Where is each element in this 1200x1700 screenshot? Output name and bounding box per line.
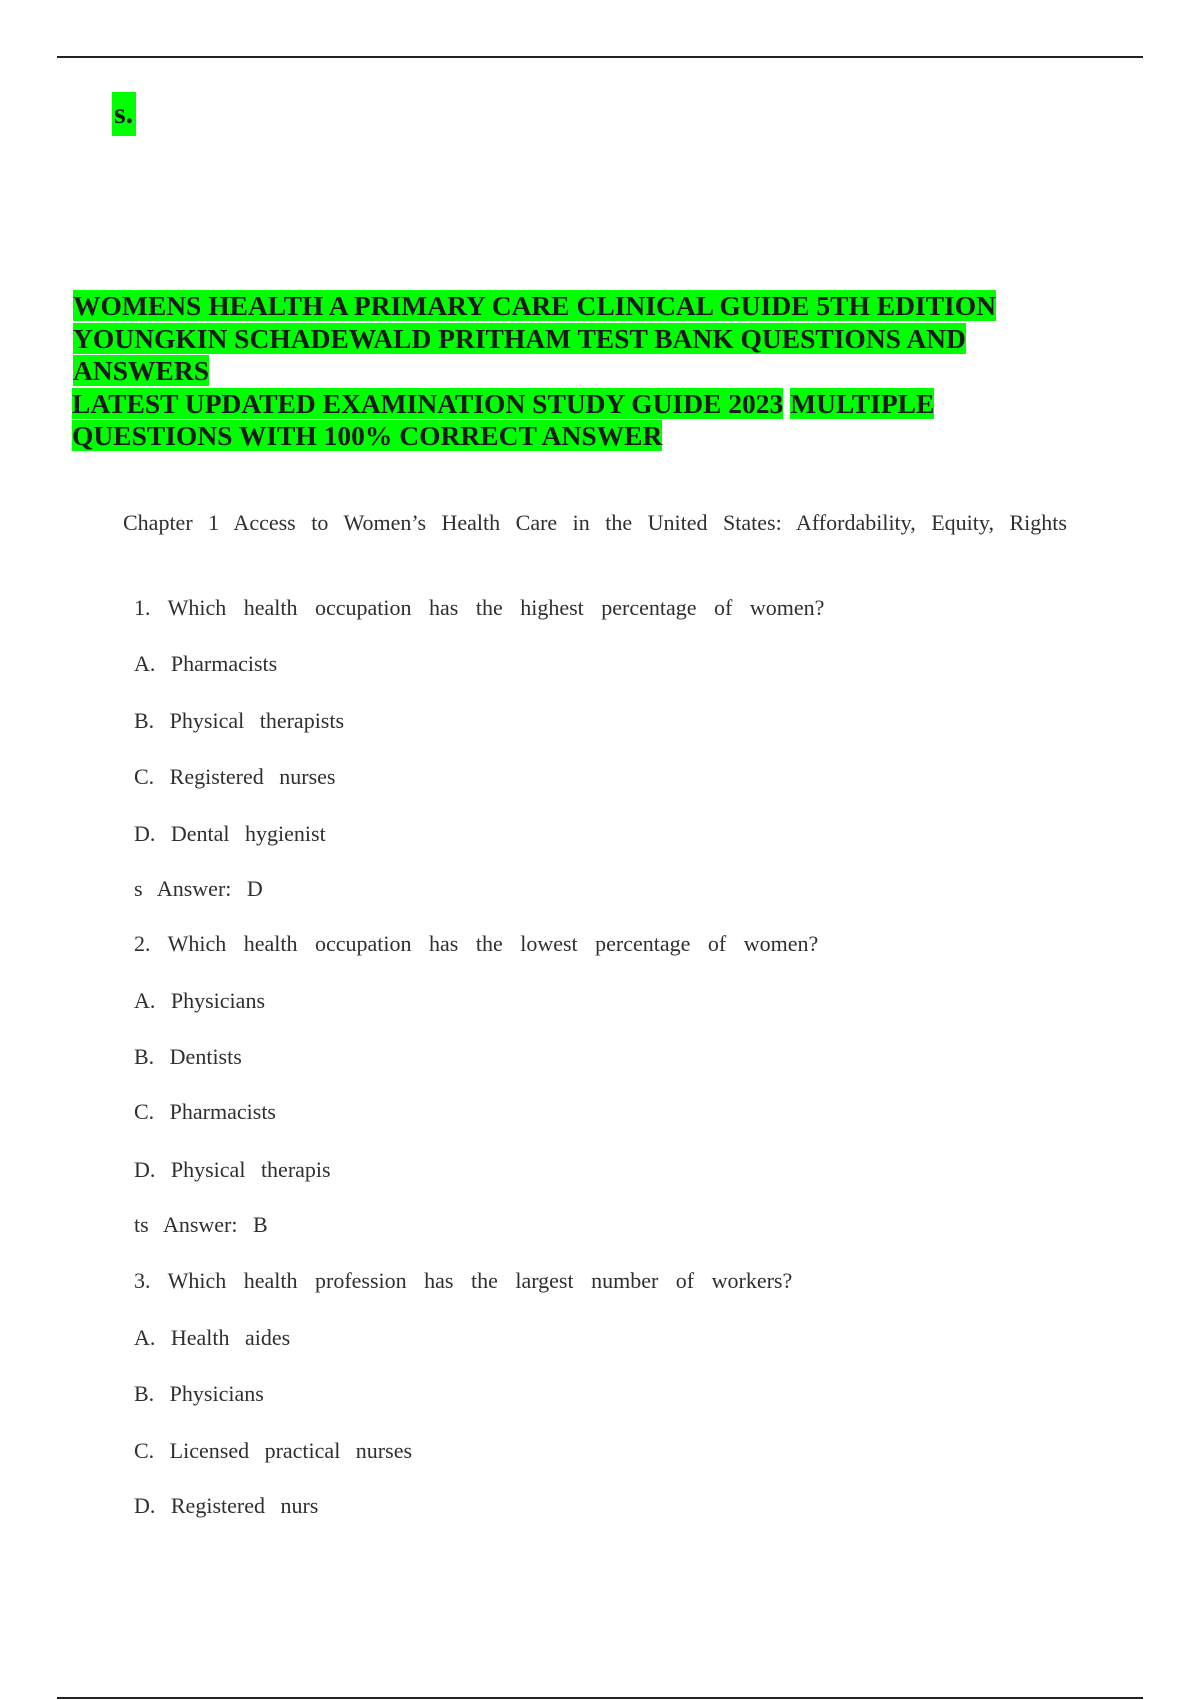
q1-answer: s Answer: D xyxy=(134,876,263,901)
q1-option-a: A. Pharmacists xyxy=(134,651,278,676)
question-2: 2. Which health occupation has the lowest percentage of women? xyxy=(134,931,819,956)
q3-option-d: D. Registered nurs xyxy=(134,1493,319,1518)
corner-mark: s. xyxy=(112,92,136,136)
q3-option-b: B. Physicians xyxy=(134,1381,264,1406)
q2-option-c: C. Pharmacists xyxy=(134,1099,276,1124)
q1-option-d: D. Dental hygienist xyxy=(134,821,326,846)
chapter-heading: Chapter 1 Access to Women’s Health Care in the United States: Affordability, Equity, Rights xyxy=(123,510,1067,535)
question-1: 1. Which health occupation has the highest percentage of women? xyxy=(134,595,825,620)
title-line-2: YOUNGKIN SCHADEWALD PRITHAM TEST BANK QUESTIONS AND xyxy=(73,322,966,354)
q1-option-b: B. Physical therapists xyxy=(134,708,345,733)
title-line-4: LATEST UPDATED EXAMINATION STUDY GUIDE 2023 MULTIPLE xyxy=(72,387,935,419)
q2-answer: ts Answer: B xyxy=(134,1212,268,1237)
title-line-5: QUESTIONS WITH 100% CORRECT ANSWER xyxy=(72,420,663,451)
document-title xyxy=(73,290,1073,453)
top-rule xyxy=(57,56,1143,58)
q2-option-b: B. Dentists xyxy=(134,1044,242,1069)
q1-option-c: C. Registered nurses xyxy=(134,764,336,789)
q3-option-a: A. Health aides xyxy=(134,1325,291,1350)
title-line-1: WOMENS HEALTH A PRIMARY CARE CLINICAL GUIDE 5TH EDITION xyxy=(73,290,996,321)
q3-option-c: C. Licensed practical nurses xyxy=(134,1438,413,1463)
bottom-rule xyxy=(57,1697,1143,1699)
q2-option-a: A. Physicians xyxy=(134,988,265,1013)
question-3: 3. Which health profession has the largest number of workers? xyxy=(134,1268,793,1293)
title-line-3: ANSWERS xyxy=(73,355,210,386)
q2-option-d: D. Physical therapis xyxy=(134,1157,331,1182)
